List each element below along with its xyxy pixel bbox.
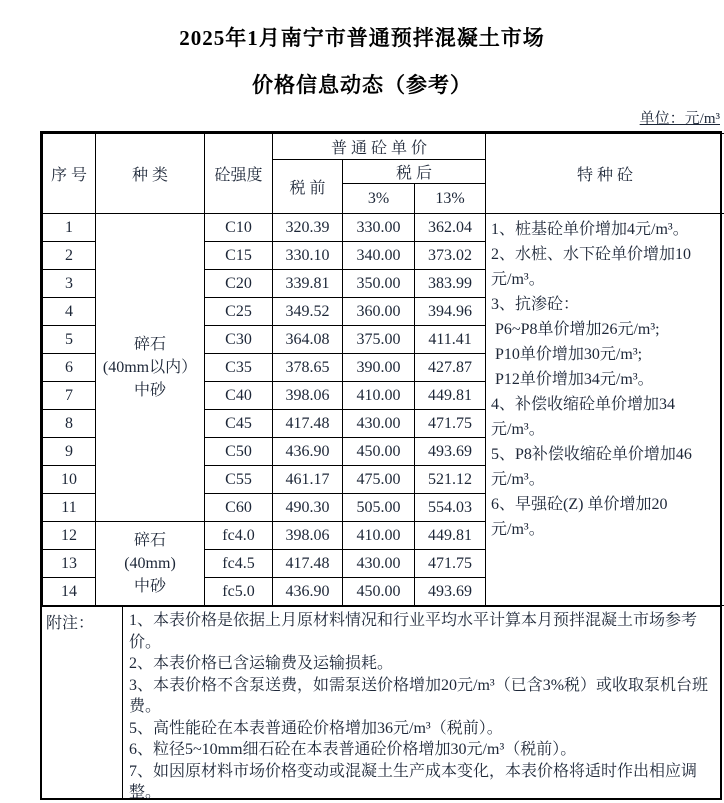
header-ordinary-price: 普 通 砼 单 价 xyxy=(273,134,486,160)
special-concrete-line: 4、补偿收缩砼单价增加34元/m³。 xyxy=(491,396,676,438)
header-grade: 砼强度 xyxy=(205,134,273,214)
kind-line: 中砂 xyxy=(133,382,166,399)
price-table-container xyxy=(40,131,722,800)
price-tax13-cell: 493.69 xyxy=(415,438,486,466)
grade-cell: C55 xyxy=(205,466,273,494)
footnote-item: 2、本表价格已含运输费及运输损耗。 xyxy=(129,655,394,672)
grade-cell: C30 xyxy=(205,326,273,354)
table-row xyxy=(43,214,724,242)
row-number-cell: 11 xyxy=(43,494,96,522)
price-tax3-cell: 450.00 xyxy=(343,578,415,606)
price-tax13-cell: 554.03 xyxy=(415,494,486,522)
row-number-cell: 12 xyxy=(43,522,96,550)
unit-note xyxy=(0,107,722,128)
row-number-cell: 7 xyxy=(43,382,96,410)
price-tax13-cell: 394.96 xyxy=(415,298,486,326)
grade-cell: fc4.0 xyxy=(205,522,273,550)
price-tax3-cell: 410.00 xyxy=(343,382,415,410)
price-tax13-cell: 471.75 xyxy=(415,550,486,578)
header-kind: 种 类 xyxy=(96,134,205,214)
price-tax13-cell: 362.04 xyxy=(415,214,486,242)
price-tax3-cell: 410.00 xyxy=(343,522,415,550)
kind-line: 碎石 xyxy=(133,336,166,353)
row-number-cell: 2 xyxy=(43,242,96,270)
price-pretax-cell: 417.48 xyxy=(273,550,343,578)
kind-line: (40mm以内） xyxy=(102,359,198,376)
row-number-cell: 9 xyxy=(43,438,96,466)
footnotes-body xyxy=(123,607,720,801)
row-number-cell: 4 xyxy=(43,298,96,326)
price-tax13-cell: 449.81 xyxy=(415,522,486,550)
grade-cell: fc5.0 xyxy=(205,578,273,606)
special-concrete-line: 5、P8补偿收缩砼单价增加46元/m³。 xyxy=(491,446,692,488)
grade-cell: C10 xyxy=(205,214,273,242)
price-tax3-cell: 330.00 xyxy=(343,214,415,242)
grade-cell: fc4.5 xyxy=(205,550,273,578)
special-concrete-line: 3、抗渗砼： xyxy=(491,296,580,313)
price-tax3-cell: 350.00 xyxy=(343,270,415,298)
price-tax13-cell: 449.81 xyxy=(415,382,486,410)
grade-cell: C40 xyxy=(205,382,273,410)
footnote-item: 1、本表价格是依据上月原材料情况和行业平均水平计算本月预拌混凝土市场参考价。 xyxy=(129,612,698,651)
price-pretax-cell: 436.90 xyxy=(273,578,343,606)
price-table-header xyxy=(43,134,724,214)
price-tax13-cell: 373.02 xyxy=(415,242,486,270)
price-tax3-cell: 360.00 xyxy=(343,298,415,326)
kind-line: 中砂 xyxy=(133,578,166,595)
page-title: 2025年1月南宁市普通预拌混凝土市场 xyxy=(179,26,545,50)
unit-note-text: 单位：元/m³ xyxy=(639,111,720,127)
header-special: 特 种 砼 xyxy=(486,134,724,214)
price-tax3-cell: 475.00 xyxy=(343,466,415,494)
price-pretax-cell: 398.06 xyxy=(273,382,343,410)
grade-cell: C25 xyxy=(205,298,273,326)
footnote-item: 3、本表价格不含泵送费，如需泵送价格增加20元/m³（已含3%税）或收取泵机台班费。 xyxy=(129,676,709,715)
price-pretax-cell: 461.17 xyxy=(273,466,343,494)
price-tax3-cell: 430.00 xyxy=(343,550,415,578)
header-rate3: 3% xyxy=(343,184,415,214)
footnotes-label: 附注： xyxy=(42,607,123,798)
price-tax3-cell: 505.00 xyxy=(343,494,415,522)
special-concrete-line: P10单价增加30元/m³; xyxy=(491,346,643,363)
kind-line: (40mm) xyxy=(124,555,176,572)
grade-cell: C45 xyxy=(205,410,273,438)
grade-cell: C20 xyxy=(205,270,273,298)
footnote-item: 7、如因原材料市场价格变动或混凝土生产成本变化，本表价格将适时作出相应调整。 xyxy=(129,762,698,801)
header-no: 序 号 xyxy=(43,134,96,214)
price-tax3-cell: 390.00 xyxy=(343,354,415,382)
price-pretax-cell: 339.81 xyxy=(273,270,343,298)
row-number-cell: 10 xyxy=(43,466,96,494)
price-tax3-cell: 375.00 xyxy=(343,326,415,354)
row-number-cell: 8 xyxy=(43,410,96,438)
header-rate13: 13% xyxy=(415,184,486,214)
price-pretax-cell: 417.48 xyxy=(273,410,343,438)
price-tax13-cell: 411.41 xyxy=(415,326,486,354)
price-tax13-cell: 471.75 xyxy=(415,410,486,438)
price-tax13-cell: 493.69 xyxy=(415,578,486,606)
kind-cell xyxy=(96,522,205,606)
page-subtitle: 价格信息动态（参考） xyxy=(252,73,472,97)
grade-cell: C60 xyxy=(205,494,273,522)
price-tax13-cell: 427.87 xyxy=(415,354,486,382)
price-pretax-cell: 364.08 xyxy=(273,326,343,354)
special-concrete-line: P12单价增加34元/m³。 xyxy=(491,371,654,388)
row-number-cell: 3 xyxy=(43,270,96,298)
footnote-item: 5、高性能砼在本表普通砼价格增加36元/m³（税前）。 xyxy=(129,719,503,737)
header-pretax: 税 前 xyxy=(273,160,343,214)
price-tax13-cell: 521.12 xyxy=(415,466,486,494)
price-pretax-cell: 320.39 xyxy=(273,214,343,242)
special-concrete-line: 1、桩基砼单价增加4元/m³。 xyxy=(491,221,689,238)
footnotes-row xyxy=(42,606,720,801)
price-pretax-cell: 349.52 xyxy=(273,298,343,326)
price-pretax-cell: 398.06 xyxy=(273,522,343,550)
grade-cell: C15 xyxy=(205,242,273,270)
grade-cell: C35 xyxy=(205,354,273,382)
footnote-item: 6、粒径5~10mm细石砼在本表普通砼价格增加30元/m³（税前）。 xyxy=(129,741,577,758)
row-number-cell: 1 xyxy=(43,214,96,242)
row-number-cell: 5 xyxy=(43,326,96,354)
price-tax3-cell: 340.00 xyxy=(343,242,415,270)
price-pretax-cell: 378.65 xyxy=(273,354,343,382)
special-concrete-cell xyxy=(486,214,724,606)
price-pretax-cell: 490.30 xyxy=(273,494,343,522)
price-table xyxy=(42,133,724,606)
price-tax3-cell: 430.00 xyxy=(343,410,415,438)
special-concrete-line: 6、早强砼(Z) 单价增加20元/m³。 xyxy=(491,496,668,538)
special-concrete-line: 2、水桩、水下砼单价增加10元/m³。 xyxy=(491,246,692,288)
price-pretax-cell: 436.90 xyxy=(273,438,343,466)
kind-cell xyxy=(96,214,205,522)
price-table-body xyxy=(43,214,724,606)
header-aftertax: 税 后 xyxy=(343,160,486,184)
row-number-cell: 6 xyxy=(43,354,96,382)
grade-cell: C50 xyxy=(205,438,273,466)
price-tax3-cell: 450.00 xyxy=(343,438,415,466)
row-number-cell: 13 xyxy=(43,550,96,578)
price-tax13-cell: 383.99 xyxy=(415,270,486,298)
row-number-cell: 14 xyxy=(43,578,96,606)
kind-line: 碎石 xyxy=(133,532,166,549)
price-pretax-cell: 330.10 xyxy=(273,242,343,270)
special-concrete-line: P6~P8单价增加26元/m³; xyxy=(491,321,660,338)
